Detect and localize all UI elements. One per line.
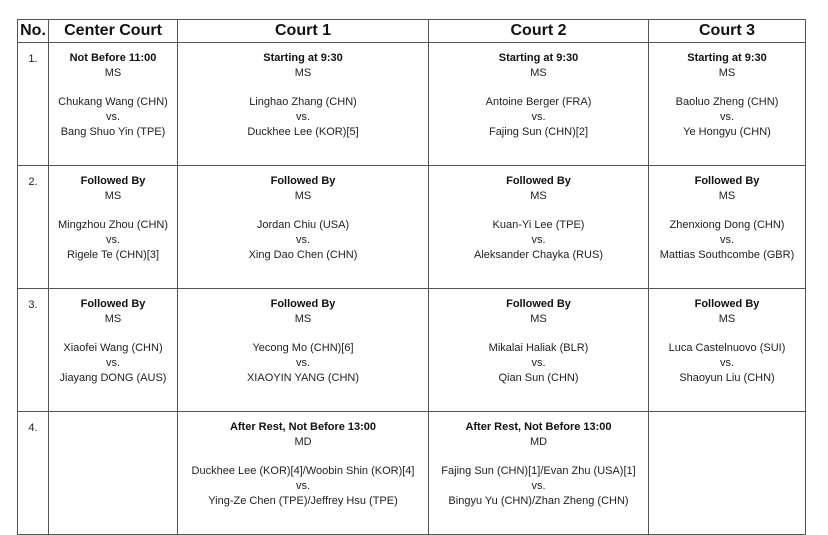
- versus-label: vs.: [105, 357, 121, 370]
- row-number-label: 3.: [28, 299, 38, 311]
- player-one: Antoine Berger (FRA): [485, 96, 592, 109]
- match-event: MS: [294, 66, 312, 79]
- spacer: [178, 204, 428, 219]
- player-one: Fajing Sun (CHN)[1]/Evan Zhu (USA)[1]: [441, 465, 636, 478]
- header-row: [18, 20, 806, 43]
- match-cell: [429, 289, 649, 412]
- match-time: Followed By: [270, 298, 336, 310]
- match-event: MS: [104, 189, 122, 202]
- match-event: MS: [294, 189, 312, 202]
- spacer: [649, 204, 805, 219]
- player-one: Baoluo Zheng (CHN): [675, 96, 779, 109]
- spacer: [429, 327, 648, 342]
- match-cell: [49, 166, 178, 289]
- match-cell: [49, 289, 178, 412]
- spacer: [429, 204, 648, 219]
- versus-label: vs.: [531, 480, 546, 493]
- match-cell: [649, 43, 806, 166]
- match-event: MS: [294, 312, 312, 325]
- header-court-3: Court 3: [649, 20, 806, 43]
- spacer: [429, 81, 648, 96]
- player-two: XIAOYIN YANG (CHN): [246, 371, 360, 384]
- player-one: Mingzhou Zhou (CHN): [57, 219, 169, 232]
- player-one: Duckhee Lee (KOR)[4]/Woobin Shin (KOR)[4]: [191, 465, 415, 478]
- order-of-play-table: [17, 19, 806, 535]
- versus-label: vs.: [295, 480, 311, 493]
- versus-label: vs.: [531, 357, 546, 370]
- match-cell: [178, 43, 429, 166]
- versus-label: vs.: [105, 111, 121, 124]
- player-one: Chukang Wang (CHN): [58, 96, 168, 109]
- match-time: Followed By: [506, 298, 571, 310]
- table-row: [18, 166, 806, 289]
- versus-label: vs.: [295, 111, 311, 124]
- spacer: [178, 450, 428, 465]
- versus-label: vs.: [719, 234, 735, 247]
- player-two: Qian Sun (CHN): [498, 371, 579, 384]
- match-event: MD: [294, 435, 312, 448]
- match-time: Starting at 9:30: [263, 52, 343, 64]
- match-event: MS: [104, 66, 122, 79]
- spacer: [178, 327, 428, 342]
- player-one: Yecong Mo (CHN)[6]: [252, 342, 354, 355]
- spacer: [649, 327, 805, 342]
- match-time: After Rest, Not Before 13:00: [465, 421, 612, 433]
- player-two: Xing Dao Chen (CHN): [248, 248, 358, 261]
- match-time: After Rest, Not Before 13:00: [229, 421, 377, 433]
- match-event: MS: [104, 312, 122, 325]
- player-two: Aleksander Chayka (RUS): [474, 248, 603, 261]
- match-time: Followed By: [694, 298, 760, 310]
- match-time: Starting at 9:30: [498, 52, 579, 64]
- player-two: Bingyu Yu (CHN)/Zhan Zheng (CHN): [448, 494, 629, 507]
- versus-label: vs.: [295, 234, 311, 247]
- row-number: [18, 43, 49, 166]
- header-court-1: Court 1: [178, 20, 429, 43]
- match-event: MS: [718, 189, 736, 202]
- match-time: Followed By: [506, 175, 571, 187]
- header-court-2: Court 2: [429, 20, 649, 43]
- match-time: Starting at 9:30: [687, 52, 767, 64]
- player-one: Zhenxiong Dong (CHN): [669, 219, 785, 232]
- spacer: [49, 204, 177, 219]
- match-time: Followed By: [270, 175, 336, 187]
- player-one: Mikalai Haliak (BLR): [488, 342, 589, 355]
- player-one: Luca Castelnuovo (SUI): [668, 342, 786, 355]
- match-cell: [649, 289, 806, 412]
- header-no: No.: [18, 20, 49, 43]
- row-number-label: 2.: [28, 176, 38, 188]
- player-two: Rigele Te (CHN)[3]: [66, 248, 160, 261]
- versus-label: vs.: [531, 111, 546, 124]
- versus-label: vs.: [719, 111, 735, 124]
- match-cell: [649, 412, 806, 535]
- player-two: Jiayang DONG (AUS): [59, 371, 167, 384]
- match-cell: [178, 166, 429, 289]
- table-row: [18, 289, 806, 412]
- match-time: Followed By: [694, 175, 760, 187]
- row-number-label: 1.: [28, 53, 38, 65]
- match-cell: [429, 43, 649, 166]
- versus-label: vs.: [295, 357, 311, 370]
- player-two: Shaoyun Liu (CHN): [679, 371, 775, 384]
- match-cell: [429, 412, 649, 535]
- spacer: [49, 327, 177, 342]
- match-event: MD: [529, 435, 548, 448]
- match-time: Not Before 11:00: [69, 52, 157, 64]
- player-one: Xiaofei Wang (CHN): [63, 342, 163, 355]
- player-one: Jordan Chiu (USA): [256, 219, 350, 232]
- spacer: [178, 81, 428, 96]
- match-time: Followed By: [80, 175, 146, 187]
- match-cell: [178, 289, 429, 412]
- player-two: Mattias Southcombe (GBR): [659, 248, 795, 261]
- spacer: [49, 81, 177, 96]
- player-two: Bang Shuo Yin (TPE): [60, 125, 166, 138]
- match-cell: [429, 166, 649, 289]
- match-cell: [649, 166, 806, 289]
- spacer: [649, 81, 805, 96]
- player-two: Ye Hongyu (CHN): [683, 125, 771, 138]
- versus-label: vs.: [719, 357, 735, 370]
- match-event: MS: [718, 66, 736, 79]
- schedule-body: [18, 43, 806, 535]
- player-two: Fajing Sun (CHN)[2]: [488, 125, 589, 138]
- versus-label: vs.: [105, 234, 121, 247]
- player-two: Ying-Ze Chen (TPE)/Jeffrey Hsu (TPE): [208, 494, 398, 507]
- match-cell: [49, 412, 178, 535]
- match-event: MS: [718, 312, 736, 325]
- match-time: Followed By: [80, 298, 146, 310]
- versus-label: vs.: [531, 234, 546, 247]
- row-number: [18, 166, 49, 289]
- match-event: MS: [530, 312, 547, 325]
- player-two: Duckhee Lee (KOR)[5]: [247, 125, 359, 138]
- match-cell: [49, 43, 178, 166]
- row-number: [18, 412, 49, 535]
- match-cell: [178, 412, 429, 535]
- table-row: [18, 412, 806, 535]
- table-row: [18, 43, 806, 166]
- match-event: MS: [530, 189, 547, 202]
- player-one: Kuan-Yi Lee (TPE): [492, 219, 585, 232]
- match-event: MS: [530, 66, 547, 79]
- header-center-court: Center Court: [49, 20, 178, 43]
- spacer: [429, 450, 648, 465]
- row-number-label: 4.: [28, 422, 38, 434]
- row-number: [18, 289, 49, 412]
- player-one: Linghao Zhang (CHN): [249, 96, 357, 109]
